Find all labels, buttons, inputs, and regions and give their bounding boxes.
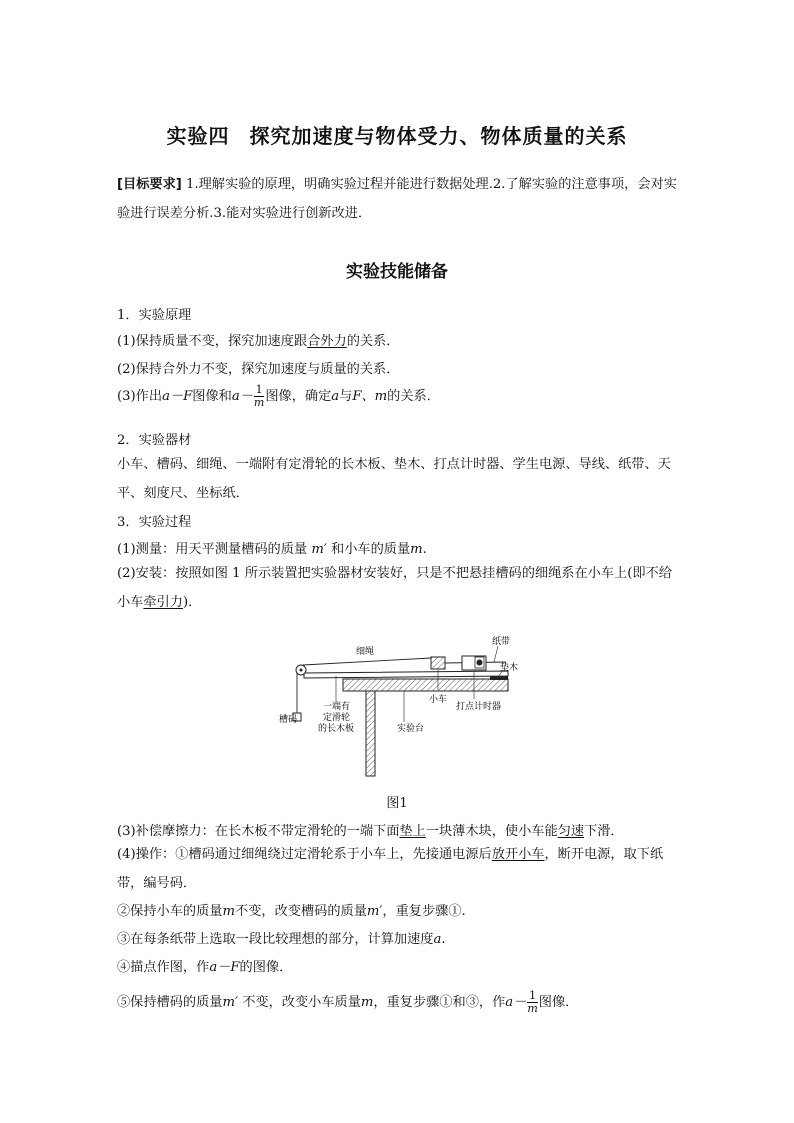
process-step-2 — [117, 559, 683, 617]
principle-item-3-g: 与 — [339, 389, 353, 404]
label-table: 实验台 — [397, 724, 425, 734]
step-3-end: 下滑． — [584, 824, 624, 839]
step-4-2-m: m — [222, 904, 236, 919]
step-1-m-prime: m′ — [311, 542, 327, 557]
principle-item-1-pre: (1)保持质量不变，探究加速度跟 — [117, 334, 308, 349]
step-4-5-m-prime: m′ — [222, 995, 238, 1010]
step-2-pre: (2)安装：按照如图 1 所示装置把实验器材安装好，只是不把悬挂槽码的细绳系在小车上(即不给小车 — [117, 566, 672, 610]
section-title: 实验技能储备 — [346, 262, 448, 282]
step-4-4-end: 的图像． — [239, 960, 293, 975]
step-4-3-pre: ③在每条纸带上选取一段比较理想的部分，计算加速度 — [117, 932, 434, 947]
step-1-pre: (1)测量：用天平测量槽码的质量 — [117, 542, 308, 557]
label-board-3: 的长木板 — [318, 724, 355, 734]
table-leg — [366, 691, 375, 776]
step-4-2-pre: ②保持小车的质量 — [117, 904, 223, 919]
principle-item-1-post: 的关系． — [346, 334, 400, 349]
process-step-3 — [117, 820, 624, 839]
principle-item-3-h: F、m — [352, 389, 388, 404]
principle-item-3 — [117, 384, 440, 409]
pad-block — [490, 676, 508, 680]
fraction-denominator: m — [253, 396, 265, 409]
step-1-end: . — [422, 542, 427, 557]
principle-item-1-underline: 合外力 — [307, 334, 347, 349]
step-4-2-m-prime: m′ — [366, 904, 383, 919]
process-step-4-2 — [117, 900, 466, 919]
cart — [431, 657, 445, 669]
process-step-4-4 — [117, 956, 292, 975]
step-2-end: )． — [182, 595, 202, 610]
step-3-mid: 一块薄木块，使小车能 — [425, 824, 558, 839]
fraction-1-over-m-2 — [527, 990, 537, 1015]
process-step-1 — [117, 538, 427, 557]
timer-dot — [477, 660, 483, 666]
tape-leader — [494, 646, 498, 662]
label-rope: 细绳 — [356, 647, 375, 657]
principle-heading: 1．实验原理 — [117, 308, 192, 323]
step-4-pre: (4)操作：①槽码通过细绳绕过定滑轮系于小车上，先接通电源后 — [117, 847, 492, 862]
principle-item-3-b: a－F — [162, 389, 193, 404]
process-step-4-3 — [117, 928, 446, 947]
label-board-1: 一端有 — [323, 702, 351, 712]
equipment-heading: 2．实验器材 — [117, 433, 192, 448]
principle-item-3-f: a — [331, 389, 340, 404]
step-4-underline: 放开小车 — [491, 847, 545, 862]
rope-line — [303, 658, 431, 665]
step-4-5-m: m — [360, 995, 374, 1010]
step-2-underline: 牵引力 — [143, 595, 183, 610]
process-step-4 — [117, 840, 683, 898]
step-4-4-a: a－F — [209, 960, 240, 975]
figure-caption: 图1 — [386, 796, 408, 811]
principle-item-2: (2)保持合外力不变，探究加速度与质量的关系． — [117, 362, 400, 377]
goal-paragraph — [117, 170, 682, 228]
pulley-axle — [300, 669, 303, 672]
step-4-2-mid: 不变，改变槽码的质量 — [235, 904, 367, 919]
long-board — [304, 671, 508, 678]
principle-item-1 — [117, 330, 399, 349]
label-board-2: 定滑轮 — [323, 713, 351, 723]
step-4-5-end: 图像． — [538, 995, 579, 1010]
process-heading: 3．实验过程 — [117, 515, 192, 530]
step-4-5-mid: 不变，改变小车质量 — [242, 995, 361, 1010]
fraction-numerator-2: 1 — [529, 989, 537, 1002]
step-4-5-mid2: ，重复步骤①和③，作 — [373, 995, 506, 1010]
goal-text: 1.理解实验的原理，明确实验过程并能进行数据处理.2.了解实验的注意事项，会对实验进行误差分析.3.能对实验进行创新改进． — [117, 177, 677, 221]
fraction-denominator-2: m — [527, 1002, 538, 1015]
principle-item-3-e: 图像，确定 — [265, 389, 332, 404]
title-sub: 探究加速度与物体受力、物体质量的关系 — [249, 124, 628, 148]
step-4-post: ，断开电源，取下纸带，编号码． — [117, 847, 664, 891]
fraction-numerator: 1 — [255, 383, 263, 396]
step-3-pre: (3)补偿摩擦力：在长木板不带定滑轮的一端下面 — [117, 824, 400, 839]
figure-1-apparatus — [276, 632, 528, 782]
equipment-text: 小车、槽码、细绳、一端附有定滑轮的长木板、垫木、打点计时器、学生电源、导线、纸带、天平、刻度尺、坐标纸． — [117, 457, 671, 501]
step-4-3-end: . — [441, 932, 446, 947]
principle-item-3-c: 图像和 — [192, 389, 232, 404]
fraction-1-over-m — [254, 384, 264, 409]
step-4-4-pre: ④描点作图，作 — [117, 960, 210, 975]
step-4-5-pre: ⑤保持槽码的质量 — [117, 995, 223, 1010]
label-tape: 纸带 — [492, 637, 511, 647]
step-3-underline-1: 垫上 — [399, 824, 426, 839]
label-weight: 槽码 — [279, 715, 298, 725]
step-4-3-a: a — [433, 932, 442, 947]
step-3-underline-2: 匀速 — [557, 824, 585, 839]
step-1-m: m — [410, 542, 423, 557]
label-cart: 小车 — [429, 695, 448, 705]
table-top — [343, 679, 508, 691]
process-step-4-5 — [117, 990, 578, 1015]
step-4-5-a: a－ — [505, 995, 527, 1010]
label-pad: 垫木 — [500, 663, 519, 673]
label-timer: 打点计时器 — [456, 702, 502, 712]
step-1-mid: 和小车的质量 — [331, 542, 411, 557]
principle-item-3-d: a－ — [231, 389, 253, 404]
title-main: 实验四 — [166, 124, 230, 148]
goal-tag: [目标要求] — [117, 177, 182, 192]
step-4-2-end: ，重复步骤①. — [382, 904, 466, 919]
principle-item-3-i: 的关系． — [387, 389, 440, 404]
page-title — [0, 120, 794, 149]
principle-item-3-a: (3)作出 — [117, 389, 163, 404]
